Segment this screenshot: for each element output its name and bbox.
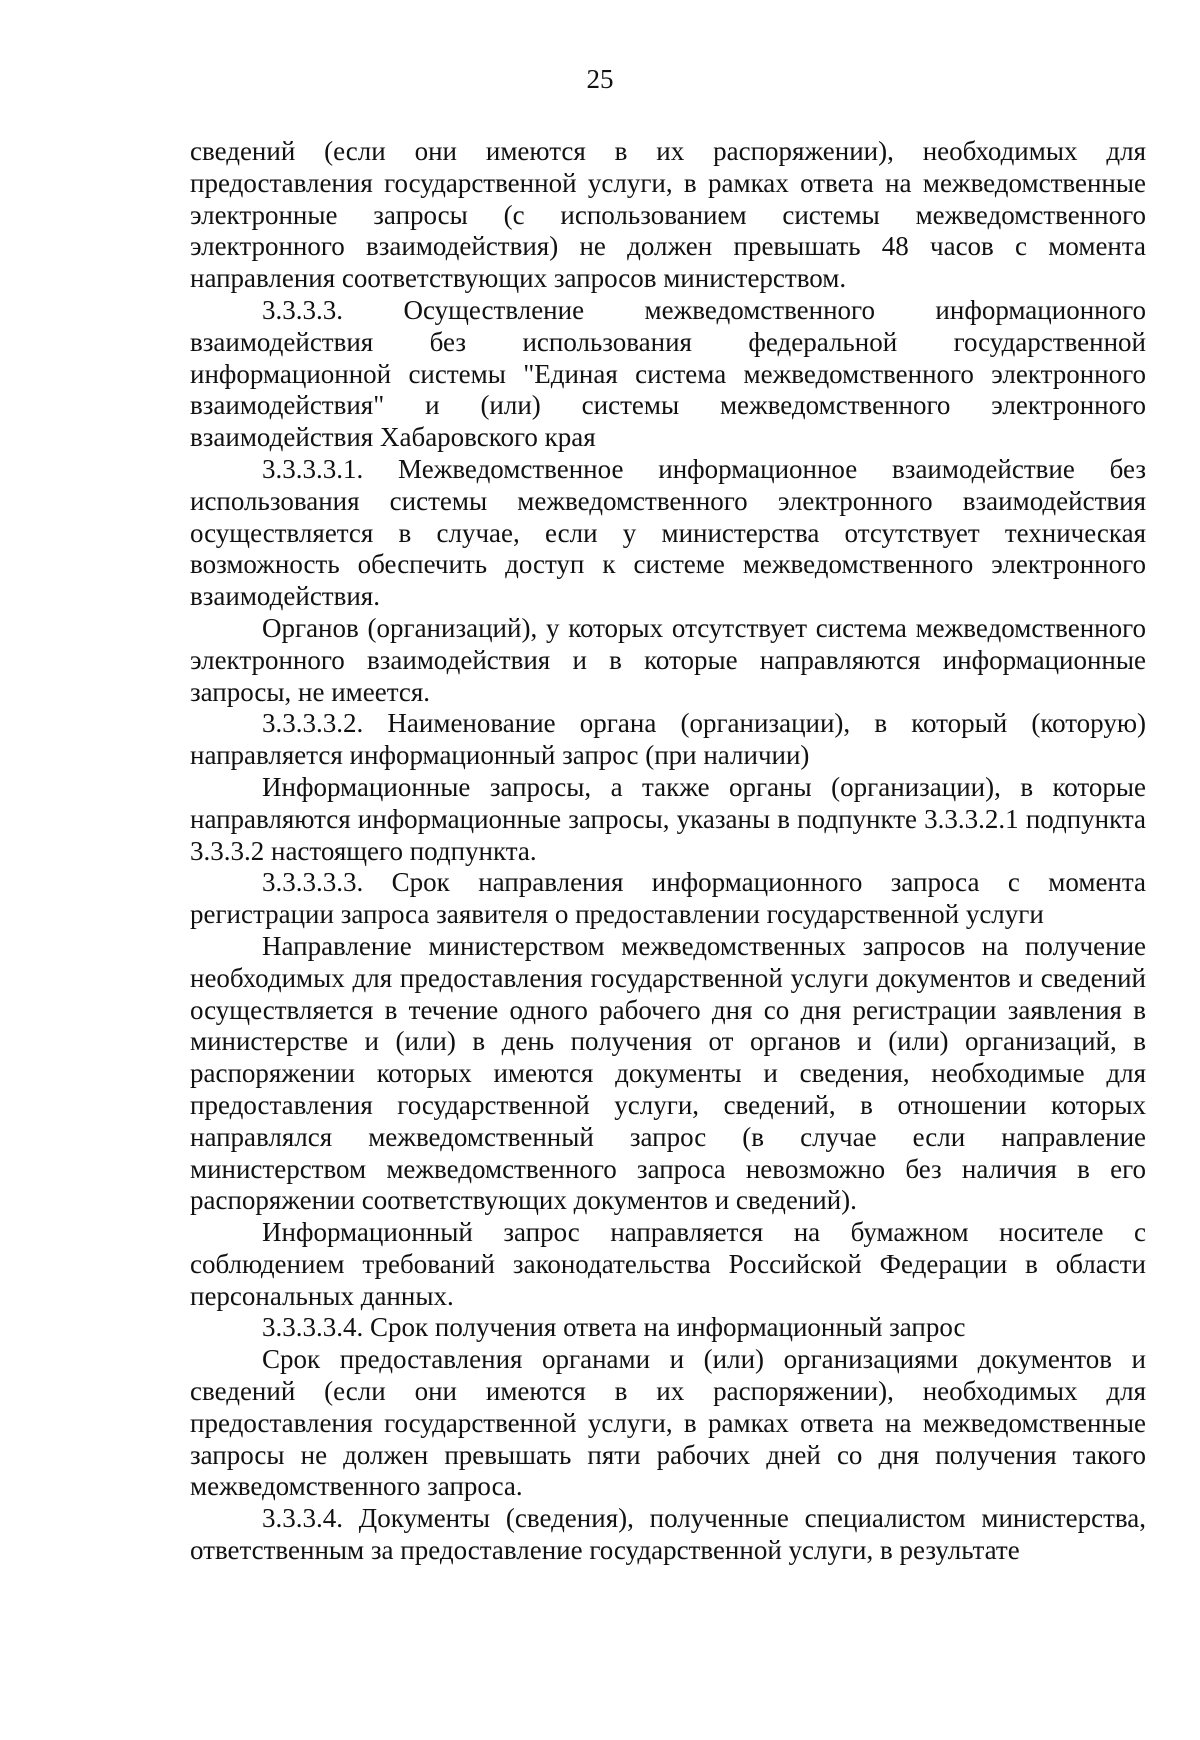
page-number: 25 bbox=[586, 64, 614, 94]
paragraph-3-3-3-3-4: 3.3.3.3.4. Срок получения ответа на информационный запрос bbox=[262, 1312, 966, 1343]
paragraph-continuation: сведений (если они имеются в их распоряжении), необходимых для предоставления государственной услуги, в рамках ответа на межведомственные электронные запросы (с использованием системы межведомственного электронного взаимодействия) не должен превышать 48 часов с момента направления соответствующих запросов министерством. bbox=[190, 136, 1146, 294]
paragraph-3-3-3-4: 3.3.3.4. Документы (сведения), полученные специалистом министерства, ответственным за предоставление государственной услуги, в результате bbox=[190, 1503, 1146, 1566]
document-body bbox=[190, 136, 1146, 1567]
paragraph-requests-listed: Информационные запросы, а также органы (организации), в которые направляются информационные запросы, указаны в подпункте 3.3.3.2.1 подпункта 3.3.3.2 настоящего подпункта. bbox=[190, 771, 1146, 866]
paragraph-response-term: Срок предоставления органами и (или) организациями документов и сведений (если они имеются в их распоряжении), необходимых для предоставления государственной услуги, в рамках ответа на межведомственные запросы не должен превышать пяти рабочих дней со дня получения такого межведомственного запроса. bbox=[190, 1344, 1146, 1502]
paragraph-3-3-3-3-3: 3.3.3.3.3. Срок направления информационного запроса с момента регистрации запроса заявителя о предоставлении государственной услуги bbox=[190, 867, 1146, 930]
paragraph-3-3-3-3: 3.3.3.3. Осуществление межведомственного информационного взаимодействия без использования федеральной государственной информационной системы "Единая система межведомственного электронного взаимодействия" и (или) системы межведомственного электронного взаимодействия Хабаровского края bbox=[190, 294, 1146, 453]
paragraph-sending-requests: Направление министерством межведомственных запросов на получение необходимых для предоставления государственной услуги документов и сведений осуществляется в течение одного рабочего дня со дня регистрации заявления в министерстве и (или) в день получения от органов и (или) организаций, в распоряжении которых имеются документы и сведения, необходимые для предоставления государственной услуги, сведений, в отношении которых направлялся межведомственный запрос (в случае если направление министерством межведомственного запроса невозможно без наличия в его распоряжении соответствующих документов и сведений). bbox=[190, 930, 1146, 1216]
paragraph-no-bodies: Органов (организаций), у которых отсутствует система межведомственного электронного взаимодействия и в которые направляются информационные запросы, не имеется. bbox=[190, 612, 1146, 707]
paragraph-3-3-3-3-2: 3.3.3.3.2. Наименование органа (организации), в который (которую) направляется информационный запрос (при наличии) bbox=[190, 708, 1146, 771]
paragraph-3-3-3-3-1: 3.3.3.3.1. Межведомственное информационное взаимодействие без использования системы межведомственного электронного взаимодействия осуществляется в случае, если у министерства отсутствует техническая возможность обеспечить доступ к системе межведомственного электронного взаимодействия. bbox=[190, 453, 1146, 612]
paragraph-paper-request: Информационный запрос направляется на бумажном носителе с соблюдением требований законодательства Российской Федерации в области персональных данных. bbox=[190, 1217, 1146, 1311]
